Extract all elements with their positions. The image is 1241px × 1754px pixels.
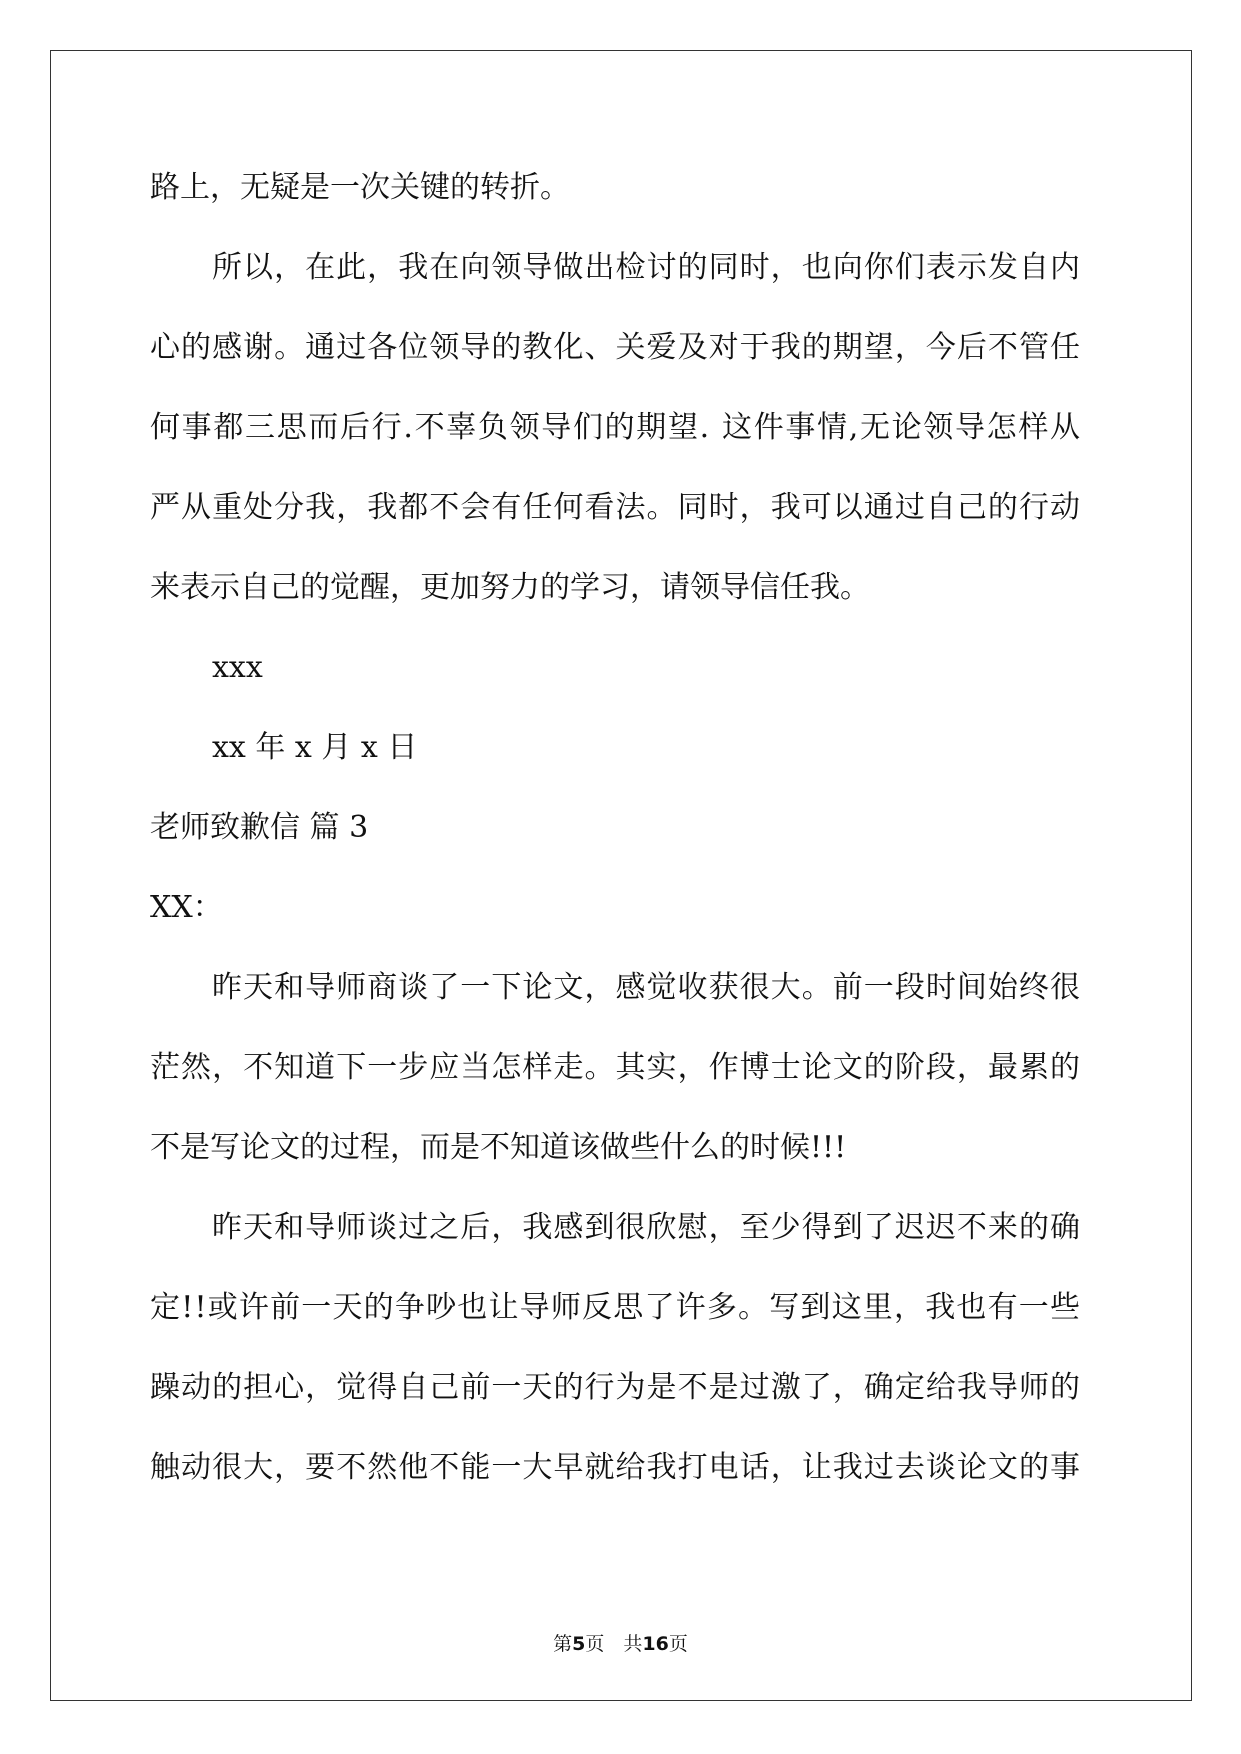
total-pages: 16 bbox=[642, 1633, 669, 1655]
footer-mid: 页 共 bbox=[585, 1633, 643, 1655]
text-line: 何事都三思而后行.不辜负领导们的期望. 这件事情,无论领导怎样从 bbox=[150, 410, 1082, 445]
signature-date: xx 年 x 月 x 日 bbox=[212, 730, 418, 765]
footer-suffix: 页 bbox=[668, 1633, 688, 1655]
text-line: 心的感谢。通过各位领导的教化、关爱及对于我的期望，今后不管任 bbox=[150, 330, 1082, 365]
section-heading: 老师致歉信 篇 3 bbox=[150, 810, 369, 845]
text-line: 昨天和导师谈过之后，我感到很欣慰，至少得到了迟迟不来的确 bbox=[212, 1210, 1082, 1245]
text-line: 昨天和导师商谈了一下论文，感觉收获很大。前一段时间始终很 bbox=[212, 970, 1082, 1005]
text-line: 严从重处分我，我都不会有任何看法。同时，我可以通过自己的行动 bbox=[150, 490, 1082, 525]
text-line: 定!!或许前一天的争吵也让导师反思了许多。写到这里，我也有一些 bbox=[150, 1290, 1082, 1325]
page-number: 5 bbox=[572, 1633, 586, 1655]
page-footer bbox=[0, 1632, 1241, 1656]
text-line: 来表示自己的觉醒，更加努力的学习，请领导信任我。 bbox=[150, 570, 870, 605]
footer-prefix: 第 bbox=[553, 1633, 573, 1655]
text-line: 触动很大，要不然他不能一大早就给我打电话，让我过去谈论文的事 bbox=[150, 1450, 1082, 1485]
text-line: 茫然，不知道下一步应当怎样走。其实，作博士论文的阶段，最累的 bbox=[150, 1050, 1082, 1085]
text-line: 不是写论文的过程，而是不知道该做些什么的时候!!! bbox=[150, 1130, 847, 1165]
salutation: XX： bbox=[150, 890, 223, 925]
text-line: 路上，无疑是一次关键的转折。 bbox=[150, 170, 570, 205]
text-line: 躁动的担心，觉得自己前一天的行为是不是过激了，确定给我导师的 bbox=[150, 1370, 1082, 1405]
signature-name: xxx bbox=[212, 650, 263, 685]
text-line: 所以，在此，我在向领导做出检讨的同时，也向你们表示发自内 bbox=[212, 250, 1082, 285]
